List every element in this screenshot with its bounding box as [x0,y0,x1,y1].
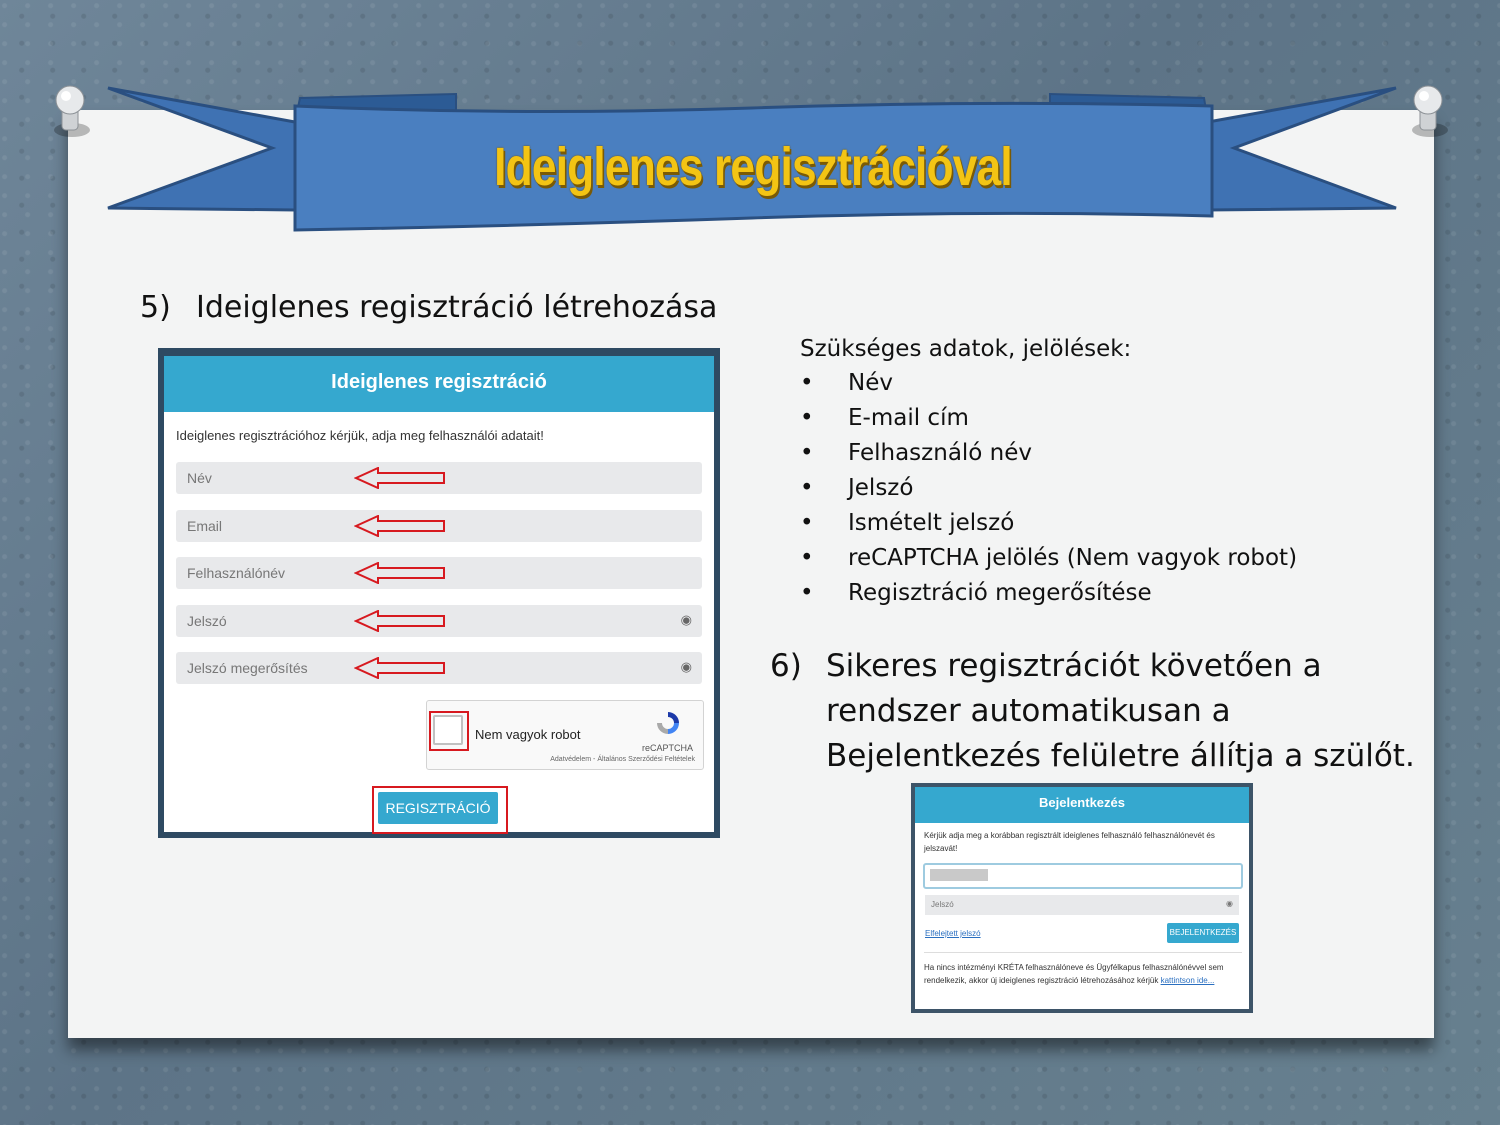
captcha-terms[interactable]: Adatvédelem - Általános Szerződési Feltételek [550,756,695,763]
red-arrow-icon [354,657,446,679]
registration-form-screenshot [158,348,720,838]
list-item-text: E-mail cím [848,405,969,431]
password-field[interactable] [176,605,702,637]
list-item-text: Felhasználó név [848,440,1033,466]
password-confirm-placeholder: Jelszó megerősítés [187,660,308,676]
step-6-line: Sikeres regisztrációt követően a [826,648,1322,684]
bullet: • [800,545,814,571]
list-item [800,370,1297,405]
registration-intro: Ideiglenes regisztrációhoz kérjük, adja meg felhasználói adatait! [176,428,544,443]
bullet: • [800,475,814,501]
captcha-label: Nem vagyok robot [475,727,581,742]
red-arrow-icon [354,610,446,632]
list-item [800,510,1297,545]
bullet: • [800,405,814,431]
eye-icon[interactable]: ◉ [1226,899,1233,908]
register-button[interactable]: REGISZTRÁCIÓ [378,792,498,824]
list-item-text: Regisztráció megerősítése [848,580,1152,606]
list-item [800,580,1297,615]
username-field-placeholder: Felhasználónév [187,565,286,581]
login-button[interactable]: BEJELENTKEZÉS [1167,923,1239,943]
requirements-title: Szükséges adatok, jelölések: [800,336,1132,362]
redacted-username [930,869,988,881]
username-field[interactable] [176,557,702,589]
bullet: • [800,370,814,396]
step-6-line: Bejelentkezés felületre állítja a szülőt. [826,738,1415,774]
divider [924,952,1242,953]
bullet: • [800,510,814,536]
password-confirm-field[interactable] [176,652,702,684]
login-intro: Kérjük adja meg a korábban regisztrált ideiglenes felhasználó felhasználónevét és jelszavát! [924,831,1215,853]
email-field-placeholder: Email [187,518,223,534]
list-item [800,440,1297,475]
step-6-line: rendszer automatikusan a [826,693,1231,729]
slide-title: Ideiglenes regisztrációval [494,137,1012,197]
login-footer [924,961,1244,987]
eye-icon[interactable]: ◉ [680,612,692,627]
login-username-field[interactable] [923,863,1243,889]
eye-icon[interactable]: ◉ [680,659,692,674]
login-password-placeholder: Jelszó [931,900,954,909]
list-item-text: reCAPTCHA jelölés (Nem vagyok robot) [848,545,1298,571]
login-password-field[interactable] [925,895,1239,915]
email-field[interactable] [176,510,702,542]
registration-form-title: Ideiglenes regisztráció [164,356,714,412]
list-item [800,475,1297,510]
login-footer-text: Ha nincs intézményi KRÉTA felhasználóneve és Ügyfélkapus felhasználónévvel sem rendelkezik, akkor új ideiglenes regisztráció létrehozásához kérjük [924,963,1224,985]
new-registration-link[interactable]: kattintson ide... [1160,976,1215,985]
red-arrow-icon [354,515,446,537]
bullet: • [800,580,814,606]
forgot-password-link[interactable]: Elfelejtett jelszó [925,929,981,938]
requirements-list [800,336,1297,615]
pin-icon [42,84,96,144]
step-5-heading [140,290,717,325]
step-6-number: 6) [770,648,802,684]
login-form-screenshot [911,783,1253,1013]
list-item [800,405,1297,440]
step-5-number: 5) [140,290,171,325]
login-form-title: Bejelentkezés [915,787,1249,823]
recaptcha-widget [426,700,704,770]
recaptcha-logo-icon [653,709,683,737]
name-field-placeholder: Név [187,470,212,486]
captcha-checkbox[interactable] [433,715,463,745]
bullet: • [800,440,814,466]
list-item-text: Ismételt jelszó [848,510,1015,536]
red-arrow-icon [354,562,446,584]
list-item-text: Név [848,370,893,396]
captcha-brand: reCAPTCHA [641,743,693,753]
name-field[interactable] [176,462,702,494]
red-arrow-icon [354,467,446,489]
list-item [800,545,1297,580]
list-item-text: Jelszó [848,475,914,501]
password-field-placeholder: Jelszó [187,613,227,629]
step-5-text: Ideiglenes regisztráció létrehozása [196,290,718,325]
pin-icon [1400,84,1454,144]
